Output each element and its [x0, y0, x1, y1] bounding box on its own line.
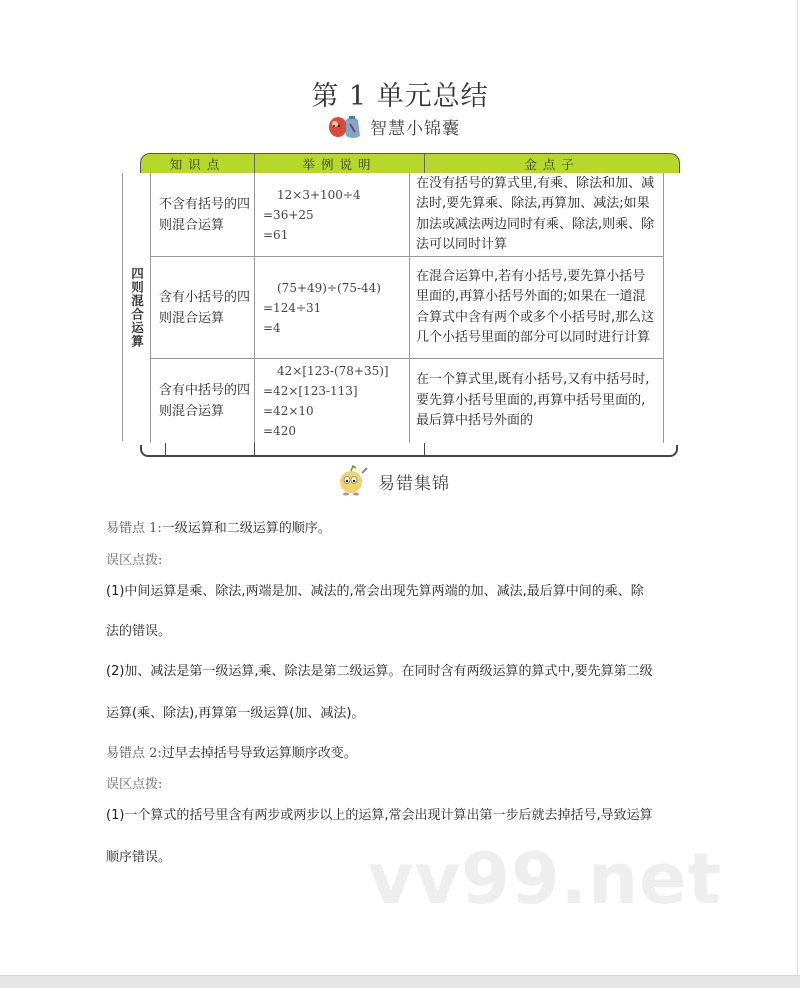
header-example: 举例说明	[255, 154, 425, 173]
header-golden-tip: 金点子	[524, 156, 580, 172]
apple-and-bag-icon	[328, 112, 362, 140]
topic-text: 含有小括号的四则混合运算	[159, 289, 251, 326]
example-cell	[255, 173, 410, 256]
header-knowledge-point: 知识点	[141, 154, 255, 173]
example-line: (75+49)÷(75-44)	[277, 280, 381, 295]
mistake-heading-text: 一级运算和二级运算的顺序。	[161, 521, 331, 536]
topic-cell	[151, 359, 255, 443]
bracket-tick	[165, 443, 166, 455]
table-row	[151, 257, 663, 359]
tip-cell	[410, 257, 663, 358]
topic-cell	[151, 257, 255, 358]
example-line: 12×3+100÷4	[277, 187, 361, 202]
category-cell	[122, 173, 150, 441]
mistake-heading	[106, 742, 357, 761]
example-line: =42×10	[263, 404, 314, 418]
hint-label: 误区点拨:	[106, 777, 163, 792]
bracket-tick	[254, 443, 255, 455]
apple-mascot-icon	[336, 465, 370, 497]
tip-text: 在混合运算中,若有小括号,要先算小括号里面的,再算小括号外面的;如果在一道混合算式中含有两个或多个小括号时,那么这几个小括号里面的部分可以同时进行计算	[416, 268, 655, 345]
example-line: =61	[263, 227, 289, 242]
example-line: =36+25	[263, 207, 314, 222]
section-label-tips: 智慧小锦囊	[370, 118, 460, 139]
page-title: 第 1 单元总结	[311, 81, 489, 112]
tip-cell	[410, 359, 663, 443]
page-bottom-bar	[0, 975, 800, 988]
table-header	[140, 153, 680, 173]
mistake-heading-prefix: 易错点 1:	[106, 521, 162, 536]
section-label-mistakes: 易错集锦	[378, 473, 450, 494]
example-line: =4	[263, 320, 281, 335]
page-edge	[797, 0, 798, 975]
section-header-tips	[328, 112, 460, 140]
point-line: 顺序错误。	[106, 850, 172, 865]
table-row	[151, 173, 663, 257]
category-label: 四则混合运算	[129, 266, 145, 348]
section-header-mistakes	[336, 465, 450, 497]
topic-cell	[151, 173, 255, 256]
example-line: =42×[123-113]	[263, 384, 358, 398]
topic-text: 不含有括号的四则混合运算	[159, 196, 251, 233]
point-line: (2)加、减法是第一级运算,乘、除法是第二级运算。在同时含有两级运算的算式中,要先算第二级	[106, 664, 653, 679]
example-cell	[255, 359, 410, 443]
tip-cell	[410, 173, 663, 256]
point-line: (1)一个算式的括号里含有两步或两步以上的运算,常会出现计算出第一步后就去掉括号,导致运算	[106, 808, 653, 823]
mistake-heading	[106, 517, 331, 536]
tip-text: 在没有括号的算式里,有乘、除法和加、减法时,要先算乘、除法,再算加、减法;如果加法或减法两边同时有乘、除法,则乘、除法可以同时计算	[416, 175, 655, 252]
point-line: 运算(乘、除法),再算第一级运算(加、减法)。	[106, 706, 365, 721]
table-bottom-bracket	[140, 445, 678, 457]
mistake-heading-text: 过早去掉括号导致运算顺序改变。	[161, 746, 357, 761]
tip-text: 在一个算式里,既有小括号,又有中括号时,要先算小括号里面的,再算中括号里面的,最后算中括号外面的	[416, 372, 650, 429]
example-line: 42×[123-(78+35)]	[277, 364, 389, 378]
table-body	[150, 173, 664, 443]
point-line: 法的错误。	[106, 624, 172, 639]
bracket-tick	[424, 443, 425, 455]
table-row	[151, 359, 663, 443]
hint-label: 误区点拨:	[106, 553, 163, 568]
topic-text: 含有中括号的四则混合运算	[159, 383, 251, 419]
example-cell	[255, 257, 410, 358]
mistake-heading-prefix: 易错点 2:	[106, 746, 162, 761]
example-line: =124÷31	[263, 300, 322, 315]
watermark: vv99.net	[368, 838, 723, 920]
point-line: (1)中间运算是乘、除法,两端是加、减法的,常会出现先算两端的加、减法,最后算中间的乘、除	[106, 584, 644, 599]
example-line: =420	[263, 424, 296, 438]
